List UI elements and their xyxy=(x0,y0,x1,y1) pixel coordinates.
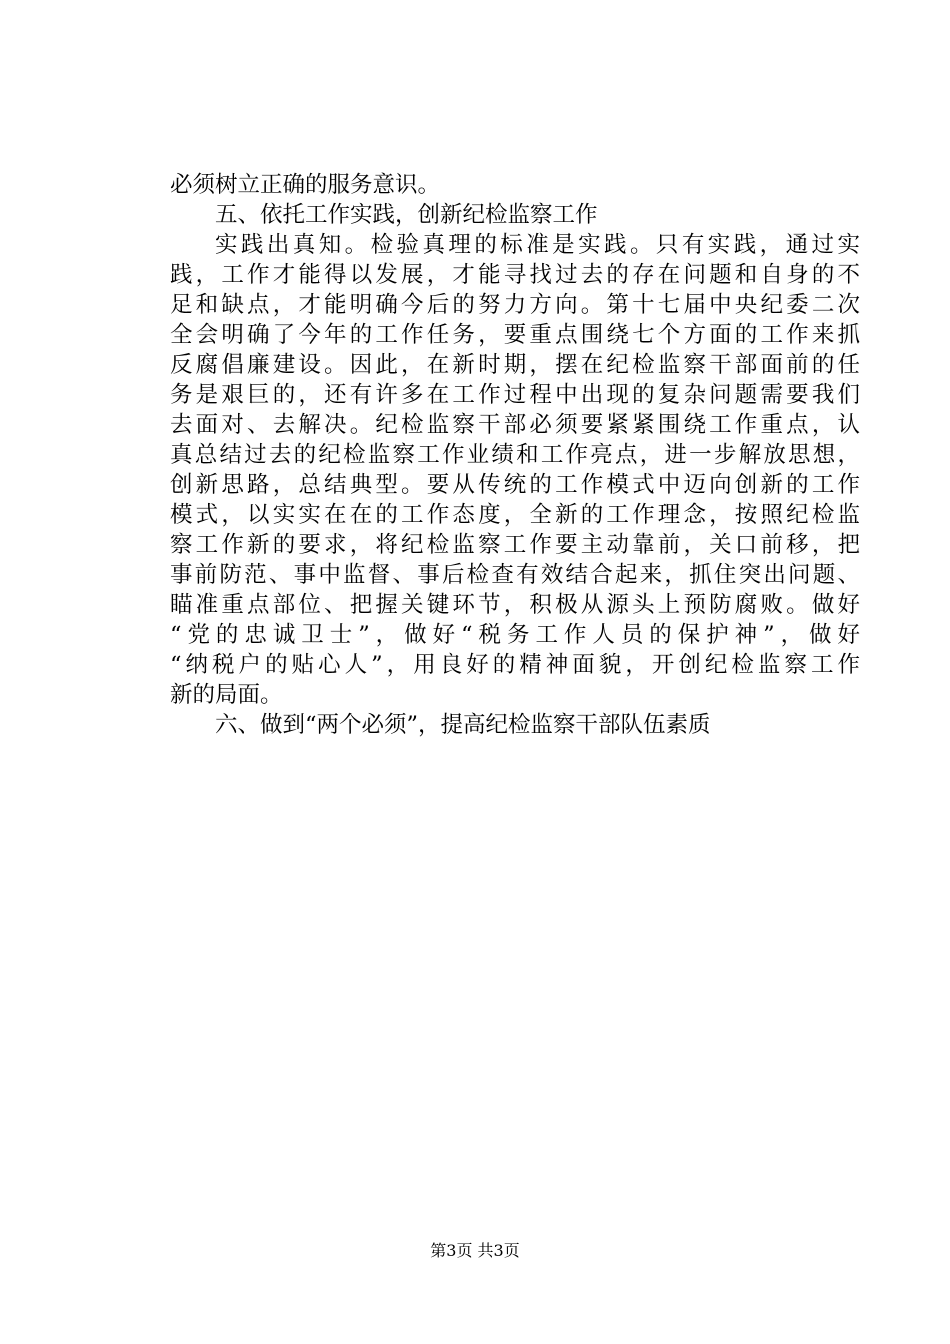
paragraph-line: 全会明确了今年的工作任务，要重点围绕七个方面的工作来抓 xyxy=(170,322,860,348)
paragraph-line: 去面对、去解决。纪检监察干部必须要紧紧围绕工作重点，认 xyxy=(170,412,860,438)
document-body xyxy=(170,170,860,740)
page-number-footer: 第3页 共3页 xyxy=(430,1241,520,1260)
paragraph-line: 察工作新的要求，将纪检监察工作要主动靠前，关口前移，把 xyxy=(170,532,860,558)
paragraph-line: 反腐倡廉建设。因此，在新时期，摆在纪检监察干部面前的任 xyxy=(170,352,860,378)
paragraph-line: 足和缺点，才能明确今后的努力方向。第十七届中央纪委二次 xyxy=(170,292,860,318)
paragraph-line: “党的忠诚卫士”，做好“税务工作人员的保护神”，做好 xyxy=(170,622,860,648)
paragraph-line: “纳税户的贴心人”，用良好的精神面貌，开创纪检监察工作 xyxy=(170,652,860,678)
paragraph-line: 践，工作才能得以发展，才能寻找过去的存在问题和自身的不 xyxy=(170,262,860,288)
paragraph-line: 新的局面。 xyxy=(170,682,283,708)
paragraph-line: 模式，以实实在在的工作态度，全新的工作理念，按照纪检监 xyxy=(170,502,860,528)
paragraph-line: 真总结过去的纪检监察工作业绩和工作亮点，进一步解放思想， xyxy=(170,442,860,468)
paragraph-line: 瞄准重点部位、把握关键环节，积极从源头上预防腐败。做好 xyxy=(170,592,860,618)
paragraph-line: 务是艰巨的，还有许多在工作过程中出现的复杂问题需要我们 xyxy=(170,382,860,408)
paragraph-line: 实践出真知。检验真理的标准是实践。只有实践，通过实 xyxy=(215,232,860,258)
section-heading-six: 六、做到“两个必须”，提高纪检监察干部队伍素质 xyxy=(215,712,711,738)
paragraph-line: 创新思路，总结典型。要从传统的工作模式中迈向创新的工作 xyxy=(170,472,860,498)
paragraph-line: 事前防范、事中监督、事后检查有效结合起来，抓住突出问题、 xyxy=(170,562,860,588)
section-heading-five: 五、依托工作实践，创新纪检监察工作 xyxy=(215,202,598,228)
text-line: 必须树立正确的服务意识。 xyxy=(170,172,441,198)
